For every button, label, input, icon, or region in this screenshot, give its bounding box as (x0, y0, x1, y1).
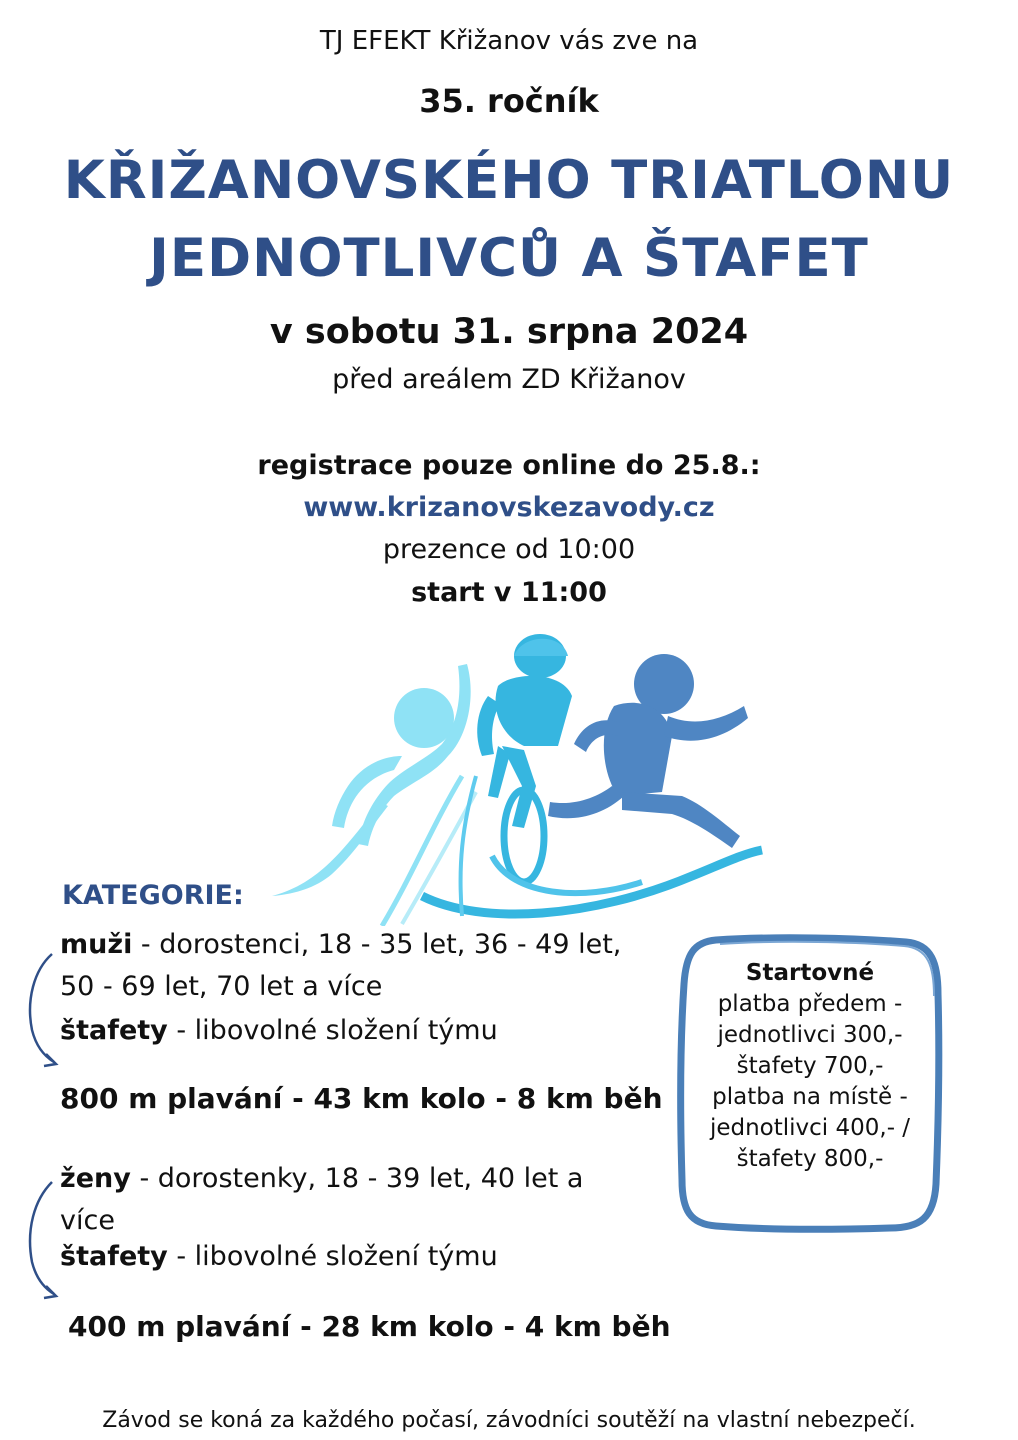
fee-line: platba na místě - (712, 1084, 908, 1110)
women-relay-line (60, 1240, 498, 1274)
event-title-line1: KŘIŽANOVSKÉHO TRIATLONU (63, 150, 955, 211)
men-category-line1 (60, 928, 621, 962)
fee-line: platba předem - (717, 991, 903, 1017)
fee-heading: Startovné (745, 960, 875, 986)
men-relay-label: štafety (60, 1015, 168, 1046)
event-date: v sobotu 31. srpna 2024 (269, 312, 749, 352)
water-waves (382, 776, 762, 926)
start-time: start v 11:00 (411, 577, 607, 608)
women-label: ženy (60, 1163, 131, 1194)
men-distance: 800 m plavání - 43 km kolo - 8 km běh (60, 1082, 663, 1115)
fee-info (700, 958, 920, 1175)
women-relay-text: - libovolné složení týmu (167, 1241, 498, 1272)
fee-line: štafety 700,- (736, 1053, 884, 1079)
curved-arrow-icon (20, 1178, 60, 1302)
presence-time: prezence od 10:00 (382, 534, 636, 565)
cyclist-figure (477, 634, 572, 882)
women-relay-label: štafety (60, 1241, 168, 1272)
registration-label: registrace pouze online do 25.8.: (257, 450, 761, 481)
event-title-line2: JEDNOTLIVCŮ A ŠTAFET (149, 228, 869, 289)
fee-line: jednotlivci 300,- (717, 1022, 903, 1048)
event-venue: před areálem ZD Křižanov (332, 364, 686, 395)
curved-arrow-icon (20, 950, 60, 1070)
swimmer-figure (272, 664, 471, 896)
women-category-line2: více (60, 1205, 115, 1236)
fee-line: štafety 800,- (736, 1146, 884, 1172)
runner-figure (548, 654, 748, 848)
men-categories-text: - dorostenci, 18 - 35 let, 36 - 49 let, (132, 929, 622, 960)
edition-label: 35. ročník (419, 82, 599, 120)
men-relay-text: - libovolné složení týmu (167, 1015, 498, 1046)
categories-heading: KATEGORIE: (62, 880, 244, 911)
women-distance: 400 m plavání - 28 km kolo - 4 km běh (68, 1310, 671, 1343)
women-categories-text: - dorostenky, 18 - 39 let, 40 let a (130, 1163, 584, 1194)
men-category-line2: 50 - 69 let, 70 let a více (60, 971, 383, 1002)
triathlon-logo-illustration (262, 626, 782, 926)
women-category-line1 (60, 1162, 630, 1196)
footer-disclaimer: Závod se koná za každého počasí, závodníci soutěží na vlastní nebezpečí. (102, 1408, 916, 1433)
men-relay-line (60, 1014, 498, 1048)
website-link[interactable]: www.krizanovskezavody.cz (303, 492, 715, 523)
men-label: muži (60, 929, 133, 960)
fee-line: jednotlivci 400,- / (709, 1115, 911, 1141)
intro-text: TJ EFEKT Křižanov vás zve na (319, 26, 699, 56)
